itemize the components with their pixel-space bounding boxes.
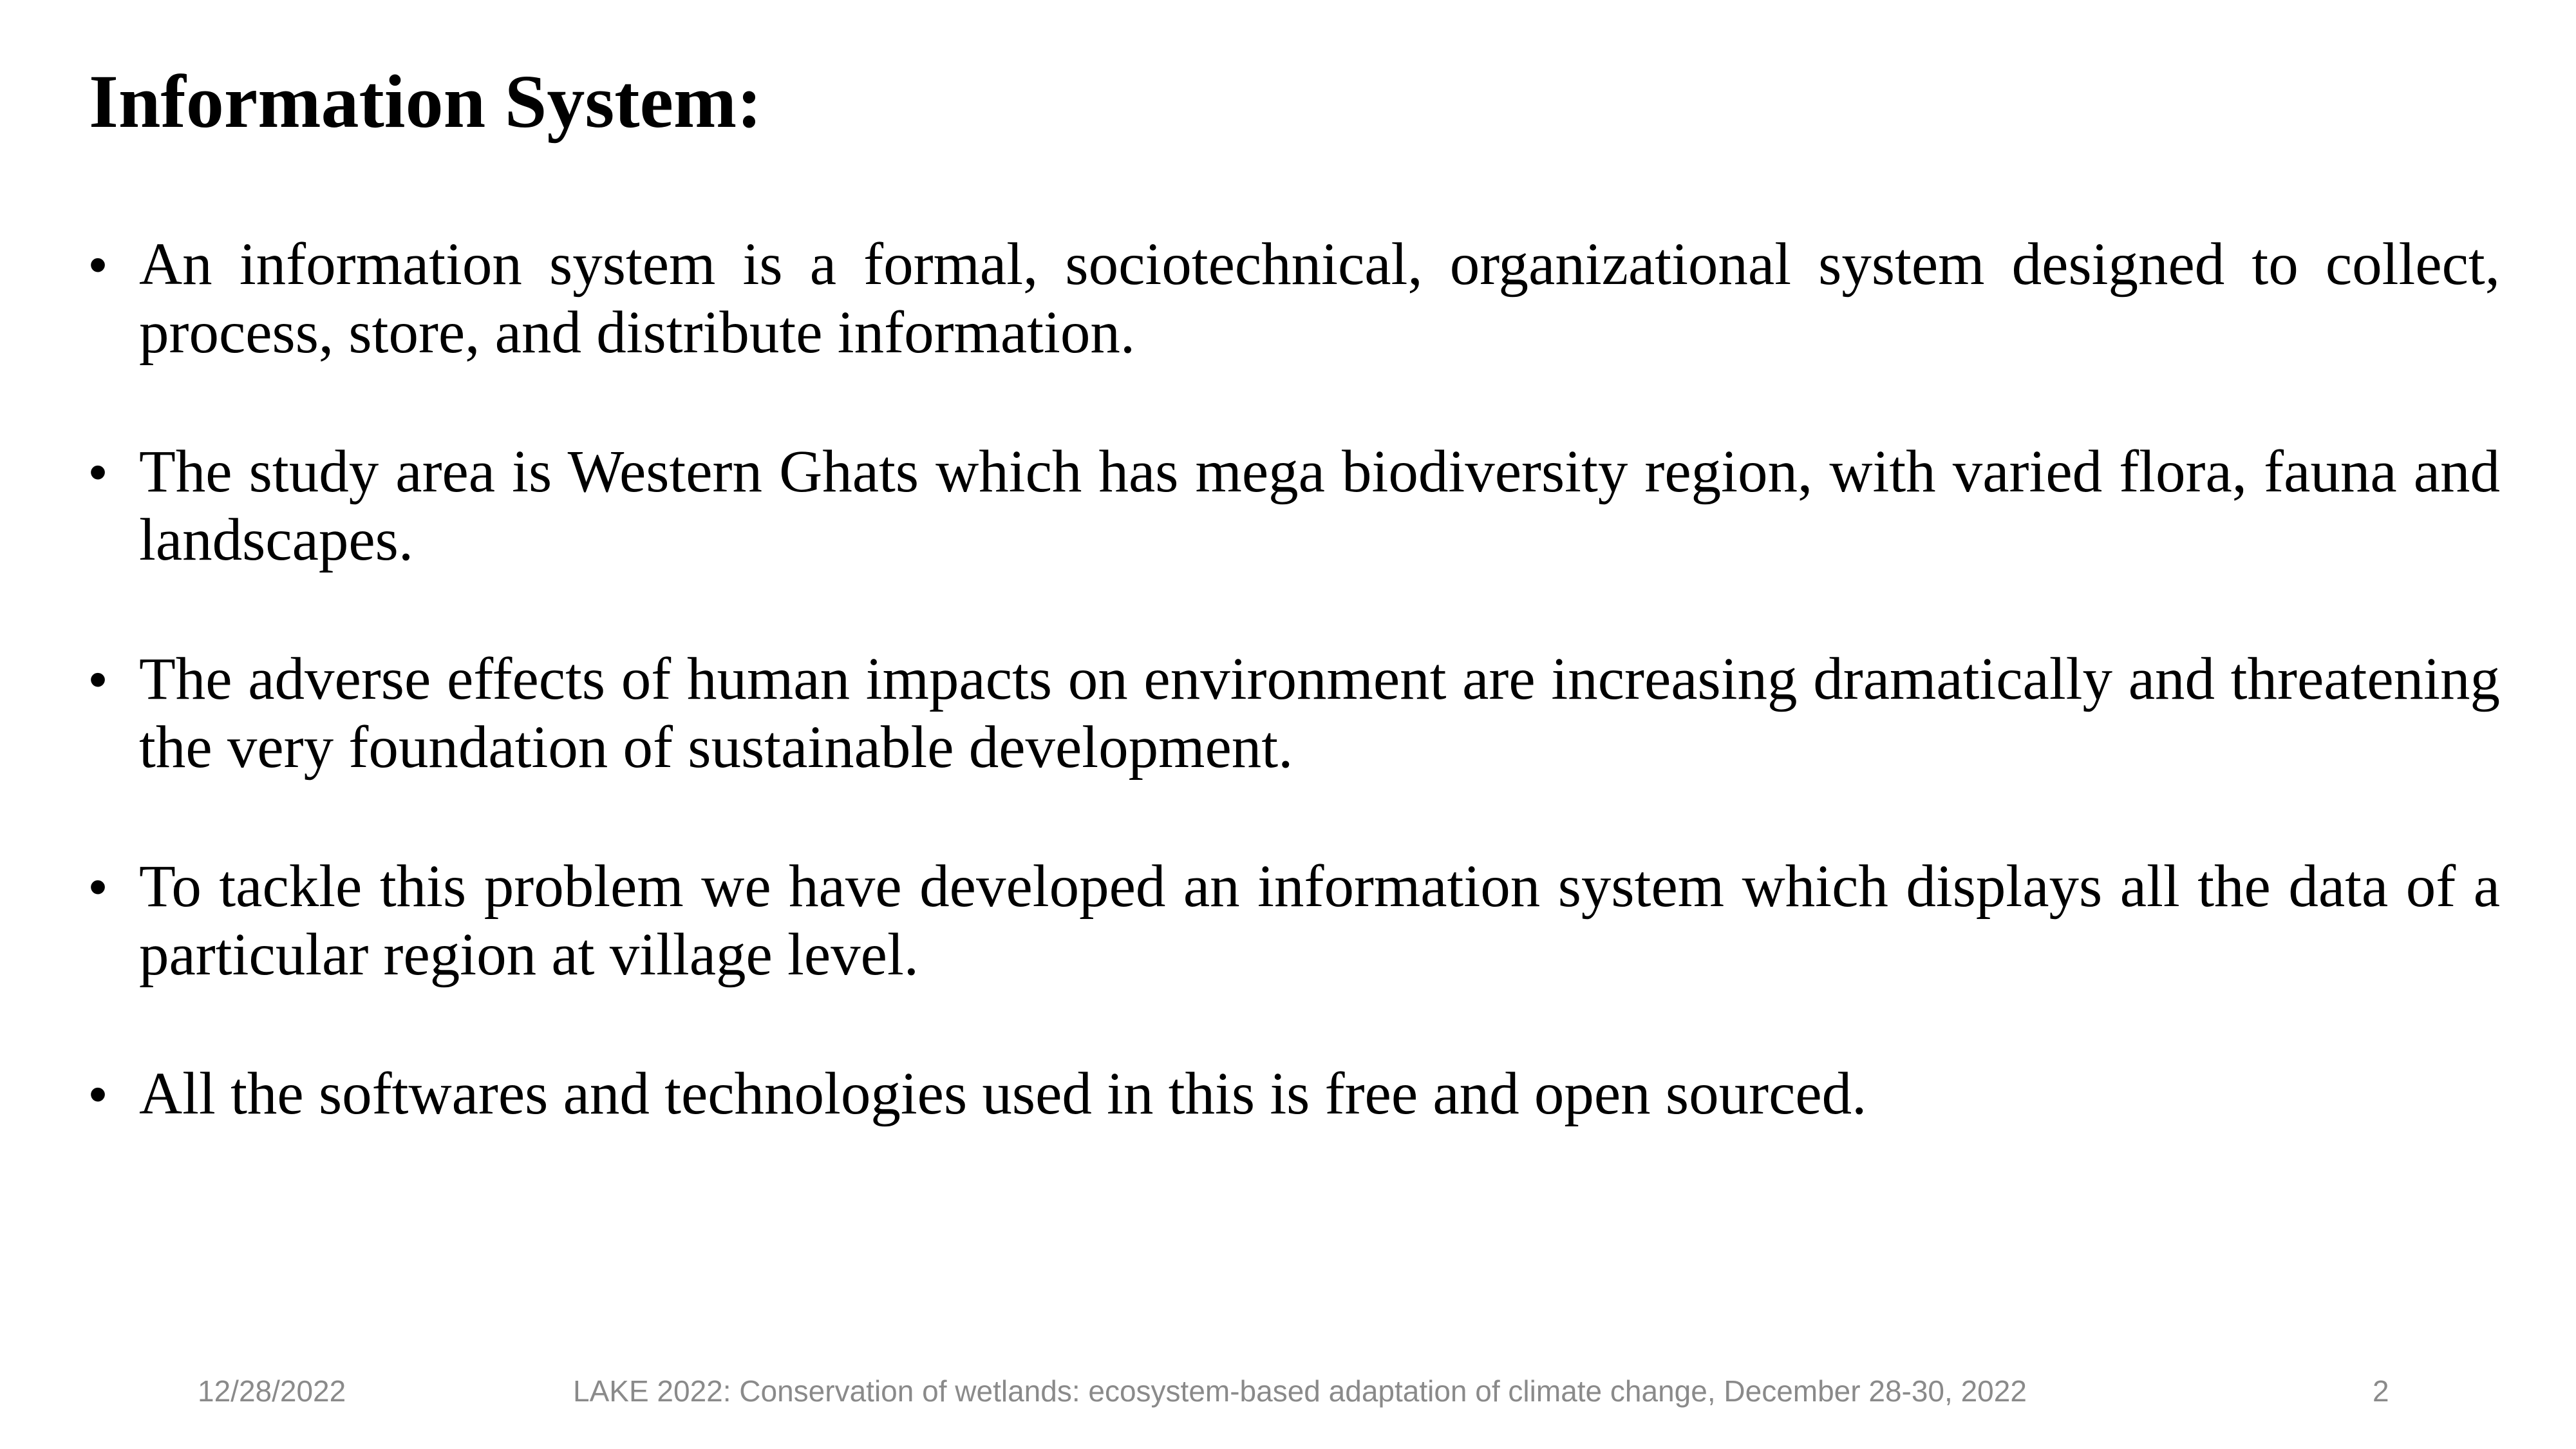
bullet-text: The study area is Western Ghats which has mega biodiversity region, with varied flora, fauna and landscapes. [139, 439, 2500, 573]
bullet-dot-icon: • [89, 650, 108, 708]
bullet-dot-icon: • [89, 236, 108, 293]
bullet-text: To tackle this problem we have developed an information system which displays all the data of a particular region at village level. [139, 853, 2500, 988]
bullet-item [89, 645, 2500, 782]
footer-date: 12/28/2022 [198, 1374, 346, 1408]
bullet-dot-icon: • [89, 1065, 108, 1122]
bullet-text: All the softwares and technologies used in this is free and open sourced. [139, 1061, 1867, 1127]
slide-title: Information System: [89, 59, 762, 144]
footer-conference-text: LAKE 2022: Conservation of wetlands: ecosystem-based adaptation of climate change, December 28-30, 2022 [573, 1374, 2027, 1408]
bullet-dot-icon: • [89, 443, 108, 500]
bullet-item [89, 1060, 2500, 1128]
bullet-item [89, 231, 2500, 367]
bullet-list [89, 231, 2500, 1199]
bullet-item [89, 438, 2500, 574]
bullet-text: The adverse effects of human impacts on environment are increasing dramatically and threatening the very foundation of sustainable development. [139, 646, 2500, 781]
bullet-text: An information system is a formal, sociotechnical, organizational system designed to collect, process, store, and distribute information. [139, 231, 2500, 366]
bullet-item [89, 853, 2500, 989]
bullet-dot-icon: • [89, 858, 108, 915]
page-number: 2 [2373, 1374, 2389, 1408]
